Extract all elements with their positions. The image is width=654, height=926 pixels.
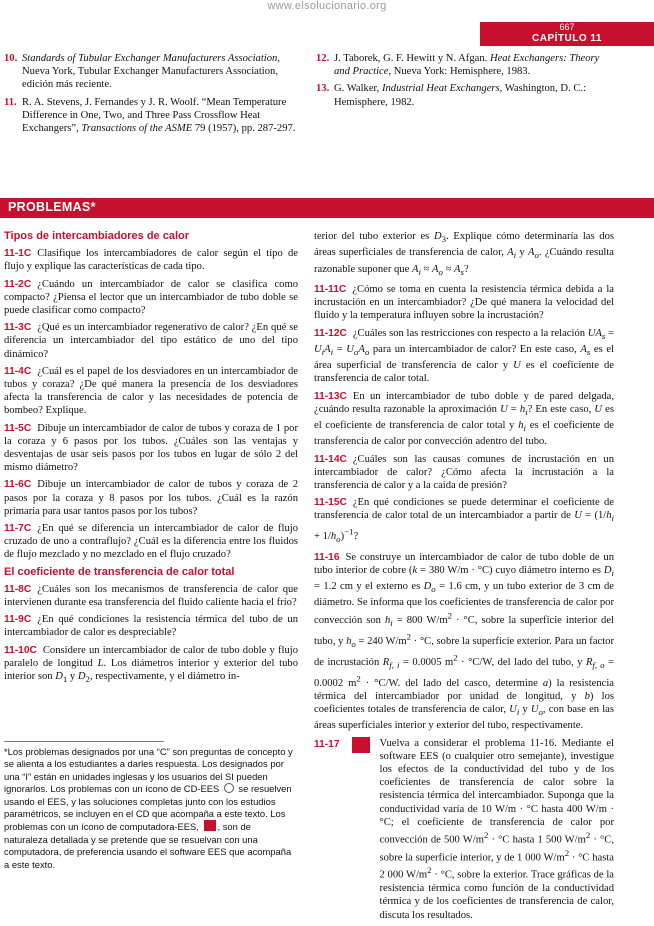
problem-id: 11-4C: [4, 365, 32, 377]
problem-id: 11-14C: [314, 453, 347, 465]
problem-list-b: [4, 583, 298, 687]
reference-text: J. Taborek, G. F. Hewitt y N. Afgan. Heat Exchangers: Theory and Practice, Nueva York: Hemisphere, 1983.: [334, 53, 600, 78]
chapter-label: CAPÍTULO 11: [532, 33, 602, 44]
references-left: [4, 52, 296, 139]
section-heading-coefficient: El coeficiente de transferencia de calor total: [4, 565, 235, 578]
problems-banner: [0, 198, 654, 218]
problem-text: Se construye un intercambiador de calor de tubo doble de un tubo interior de cobre (k = 380 W/m · °C) cuyo diámetro interno es $D_i = 1.2$ cm y el externo es $D_o = 1.6$ cm, y un tubo exterior de 3 cm de diámetro. Se informa que los coeficientes de transferencia de calor por convección son $h_i = 800$ $W/m^2 \cdot ^\circ C$, sobre la superficie interior del tubo, y $h_o = 240$ $W/m^2 \cdot ^\circ C$, sobre la superficie exterior. Para un factor de incrustación $R_{f, i} = 0.0005$ $m^2 \cdot ^\circ C/W$, del lado del tubo, y $R_{f, o} = 0.0002$ $m^2 \cdot ^\circ C/W$. del lado del casco, determine a) la resistencia térmica del intercambiador por unidad de longitud, y b) los coeficientes totales de transferencia de calor, $U_i$ y $U_o$, con base en las áreas superficiales interior y exterior del tubo, respectivamente.: [314, 551, 615, 732]
problem-id: 11-6C: [4, 479, 32, 491]
problem-item: [4, 278, 298, 318]
problem-id: 11-12C: [314, 327, 347, 339]
problem-item: [4, 321, 298, 361]
problem-text: ¿Cuáles son los mecanismos de transferencia de calor que intervienen durante esa transferencia del fluido caliente hacia el frío?: [4, 583, 298, 609]
reference-item: [316, 52, 616, 78]
problem-item: [314, 453, 614, 493]
reference-number: 10.: [4, 53, 18, 64]
problem-text: Dibuje un intercambiador de calor de tubos y coraza de 1 por la coraza y 6 pasos por los tubos. ¿Cuáles son las ventajas y desventajas de usar seis pasos por los tubos en lugar de sólo 2 del mismo diámetro?: [4, 422, 298, 474]
problem-id: 11-9C: [4, 614, 32, 626]
problem-text: ¿En qué condiciones la resistencia térmica del tubo de un intercambiador de calor es despreciable?: [4, 614, 298, 639]
problem-id: 11-3C: [4, 322, 32, 334]
problem-id: 11-10C: [4, 644, 37, 656]
problem-item: [4, 644, 298, 687]
problem-id: 11-17: [314, 738, 340, 750]
page-number: 667: [559, 22, 575, 32]
reference-text: R. A. Stevens, J. Fernandes y J. R. Woolf. “Mean Temperature Difference in One, Two, and Three Pass Crossflow Heat Exchangers”, Transactions of the ASME 79 (1957), pp. 287-297.: [22, 96, 296, 135]
problem-text: ¿Cómo se toma en cuenta la resistencia térmica debida a la incrustación en un intercambiador? ¿De qué manera la velocidad del fluido y la temperatura influyen sobre la incrustación?: [314, 283, 614, 322]
problem-text: ¿Cuándo un intercambiador de calor se clasifica como compacto? ¿Piensa el lector que un intercambiador de tubo doble se puede clasificar como compacto?: [4, 278, 298, 317]
problem-id: 11-11C: [314, 283, 347, 295]
reference-number: 13.: [316, 83, 330, 95]
footnote-rule: [4, 741, 164, 742]
chapter-header: [480, 22, 654, 46]
problem-text: ¿Qué es un intercambiador regenerativo de calor? ¿En qué se diferencia un intercambiador del tipo estático de uno del tipo dinámico?: [4, 322, 298, 360]
reference-number: 12.: [316, 53, 330, 64]
problem-item: [314, 230, 614, 279]
problem-item: [314, 390, 614, 449]
problem-list-a: [4, 247, 298, 561]
section-heading-types: Tipos de intercambiadores de calor: [4, 230, 190, 242]
watermark: www.elsolucionario.org: [267, 0, 387, 12]
problem-item: [314, 496, 614, 546]
reference-item: [4, 96, 296, 136]
problem-id: 11-2C: [4, 278, 32, 290]
problem-item: [4, 247, 298, 273]
problem-badge: [314, 737, 372, 753]
problem-text: ¿En qué condiciones se puede determinar el coeficiente de transferencia de calor total de un intercambiador a partir de $U = (1/h_i + 1/h_o)^{-1}$?: [314, 497, 614, 545]
problem-list-right: [314, 230, 614, 733]
reference-text: G. Walker, Industrial Heat Exchangers, Washington, D. C.: Hemisphere, 1982.: [334, 83, 587, 108]
problem-text: ¿En qué se diferencia un intercambiador de calor de flujo cruzado de uno a contraflujo? ¿Cuál es la diferencia entre los fluidos de flujo mezclado y no mezclado en el flujo cruzado?: [4, 523, 298, 561]
right-column: [314, 230, 614, 926]
problem-id: 11-16: [314, 551, 340, 563]
reference-number: 11.: [4, 96, 17, 108]
problem-item: [4, 583, 298, 609]
problem-text: ¿Cuál es el papel de los desviadores en un intercambiador de tubos y coraza? ¿De qué manera la presencia de los desviadores afecta la transferencia de calor y las necesidades de potencia de bombeo? Explique.: [4, 365, 298, 417]
problem-item: [4, 613, 298, 639]
problem-item: [314, 327, 614, 386]
problem-item: [314, 551, 614, 733]
problem-item: [4, 478, 298, 518]
reference-item: [4, 52, 296, 92]
problem-id: 11-8C: [4, 583, 32, 595]
problem-text: ¿Cuáles son las restricciones con respecto a la relación $UA_s = U_iA_i = U_oA_o$ para un intercambiador de calor? En este caso, $A_s$ es el área superficial de transferencia de calor y U es el coeficiente de transferencia de calor total.: [314, 327, 614, 385]
problem-text: Clasifique los intercambiadores de calor según el tipo de flujo y explique las características de cada tipo.: [4, 248, 298, 273]
problem-id: 11-13C: [314, 390, 347, 402]
reference-text: Standards of Tubular Exchanger Manufacturers Association, Nueva York, Tubular Exchanger Manufacturers Association, edición más reciente.: [22, 53, 280, 91]
problem-text: Dibuje un intercambiador de calor de tubos y coraza de 2 pasos por la coraza y 8 pasos por los tubos. ¿Cuál es la razón primaria para usar tantos pasos por los tubos?: [4, 479, 298, 517]
problem-item: [4, 365, 298, 418]
problem-text: Considere un intercambiador de calor de tubo doble y flujo paralelo de longitud L. Los diámetros interior y exterior del tubo interior son $D_1$ y $D_2$, respectivamente, y el diámetro in-: [4, 644, 298, 685]
problem-text: ¿Cuáles son las causas comunes de incrustación en un intercambiador de calor? ¿Cómo afecta la incrustación a la transferencia de calor y a la caída de presión?: [314, 453, 614, 492]
problem-id: 11-1C: [4, 248, 32, 260]
problem-text: Vuelva a considerar el problema 11-16. Mediante el software EES (o cualquier otro semejante), investigue los efectos de la conductividad del tubo y de los coeficientes de transferencia de calor sobre la resistencia térmica del intercambiador. Suponga que la conductividad varía de 10 W/m · °C hasta 400 W/m · °C; el coeficiente de transferencia de calor por convección de 500 $W/m^2 \cdot ^\circ C$ hasta 1 500 $W/m^2 \cdot ^\circ C$, sobre la superficie interior, y de 1 000 $W/m^2 \cdot ^\circ C$ hasta 2 000 $W/m^2 \cdot ^\circ C$, sobre la exterior. Trace gráficas de la resistencia térmica como función de la conductividad térmica y de los coeficientes de transferencia de calor, discuta los resultados.: [379, 737, 615, 921]
problem-11-17: [314, 737, 614, 922]
problem-item: [314, 283, 614, 323]
footnote: *Los problemas designados por una “C” son preguntas de concepto y se alienta a los estudiantes a darles respuesta. Los designados por una “I” están en unidades inglesas y los usuarios del SI pueden ignorarlos. Los problemas con un ícono de CD-EES se resuelven usando el EES, y las soluciones completas junto con los estudios paramétricos, se incluyen en el CD que acompaña a este texto. Los problemas con un ícono de computadora-EES, , son de naturaleza detallada y se pretende que se resuelvan con una computadora, de preferencia usando el software EES que acompaña a este texto.: [4, 746, 293, 870]
computer-ees-icon: [352, 737, 370, 753]
problem-text: terior del tubo exterior es $D_3$. Explique cómo determinaría las dos áreas superficiales de transferencia de calor, $A_i$ y $A_o$. ¿Cuándo resulta razonable suponer que $A_i \approx A_o \approx A_s$?: [314, 231, 615, 277]
problems-title: PROBLEMAS*: [8, 200, 96, 214]
left-column: [4, 228, 298, 690]
problem-id: 11-7C: [4, 523, 32, 535]
problem-text: En un intercambiador de tubo doble y de pared delgada, ¿cuándo resulta razonable la aproximación $U = h_i$? En este caso, U es el coeficiente de transferencia de calor total y $h_i$ es el coeficiente de transferencia de calor por convección adentro del tubo.: [314, 390, 614, 448]
reference-item: [316, 82, 616, 108]
references-right: [316, 52, 616, 113]
problem-item: [4, 422, 298, 475]
problem-id: 11-15C: [314, 497, 347, 509]
problem-id: 11-5C: [4, 422, 32, 434]
problem-item: [4, 522, 298, 562]
